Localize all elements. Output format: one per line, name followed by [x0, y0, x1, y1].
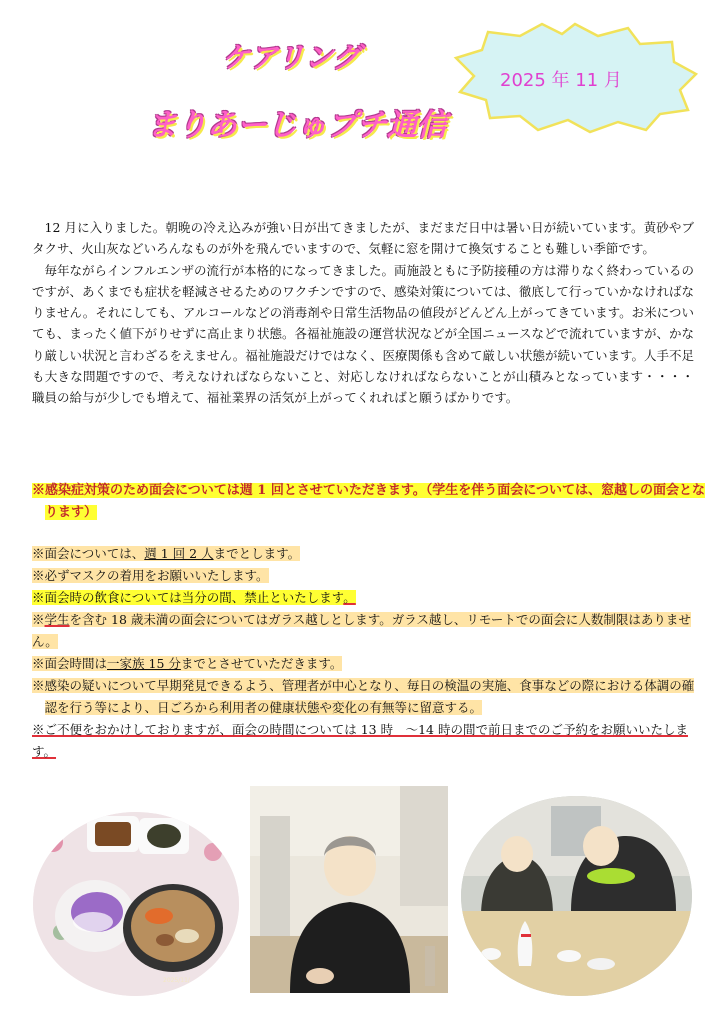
- rule-minors: ※学生を含む 18 歳未満の面会についてはガラス越しとします。ガラス越し、リモートでの面会に人数制限はありません。: [32, 612, 691, 649]
- newsletter-title-line2: まりあーじゅプチ通信: [147, 108, 447, 143]
- rule-frequency: ※面会については、週 1 回 2 人までとします。: [32, 546, 301, 561]
- greeting-section: [32, 217, 694, 409]
- paragraph-influenza: 毎年ながらインフルエンザの流行が本格的になってきました。両施設ともに予防接種の方は滞りなく終わっているのですが、あくまでも症状を軽減させるためのワクチンですので、感染対策については、徹底して行っていかなければなりません。それにしても、アルコールなどの消毒剤や日常生活物品の値段がどんどん上がってきています。お米についても、まったく値下がりせずに高止まり状態。各福祉施設の運営状況などが全国ニュースなどで流れていますが、かなり厳しい状況と言わざるをえません。福祉施設だけではなく、医療関係も含めて厳しい状態が続いています。人手不足も大きな問題ですので、考えなければならないこと、対応しなければならないことが山積みとなっています・・・・職員の給与が少しでも増えて、福祉業界の活気が上がってくれればと願うばかりです。: [32, 262, 695, 406]
- rule-duration: ※面会時間は一家族 15 分までとさせていただきます。: [32, 656, 343, 671]
- visit-notice: [32, 480, 709, 524]
- rule-no-food: ※面会時の飲食については当分の間、禁止といたします。: [32, 590, 356, 605]
- rule-reservation: ※ご不便をおかけしておりますが、面会の時間については 13 時 ～14 時の間で前日までのご予約をお願いいたします。: [32, 722, 688, 759]
- paragraph-season: 12 月に入りました。朝晩の冷え込みが強い日が出てきましたが、まだまだ日中は暑い日が続いています。黄砂やブタクサ、火山灰などいろんなものが外を飛んでいますので、気軽に窓を開けて換気することも難しい季節です。: [32, 220, 694, 257]
- rule-health-check: ※感染の疑いについて早期発見できるよう、管理者が中心となり、毎日の検温の実施、食事などの際における体調の確認を行う等により、日ごろから利用者の健康状態や変化の有無等に留意する。: [32, 678, 695, 715]
- resident-activity-photo: [250, 786, 448, 993]
- photo-date-stamp: 2025/11/: [163, 977, 190, 984]
- rule-mask: ※必ずマスクの着用をお願いいたします。: [32, 568, 269, 583]
- visit-notice-text: ※感染症対策のため面会については週 1 回とさせていただきます。（学生を伴う面会については、窓越しの面会となります）: [32, 483, 706, 520]
- meal-photo: [33, 812, 239, 996]
- issue-date: 2025 年 11 月: [500, 70, 622, 91]
- newsletter-title-line1: ケアリング: [222, 41, 361, 74]
- bowling-activity-photo: [461, 796, 692, 996]
- visit-rules-list: [32, 543, 696, 763]
